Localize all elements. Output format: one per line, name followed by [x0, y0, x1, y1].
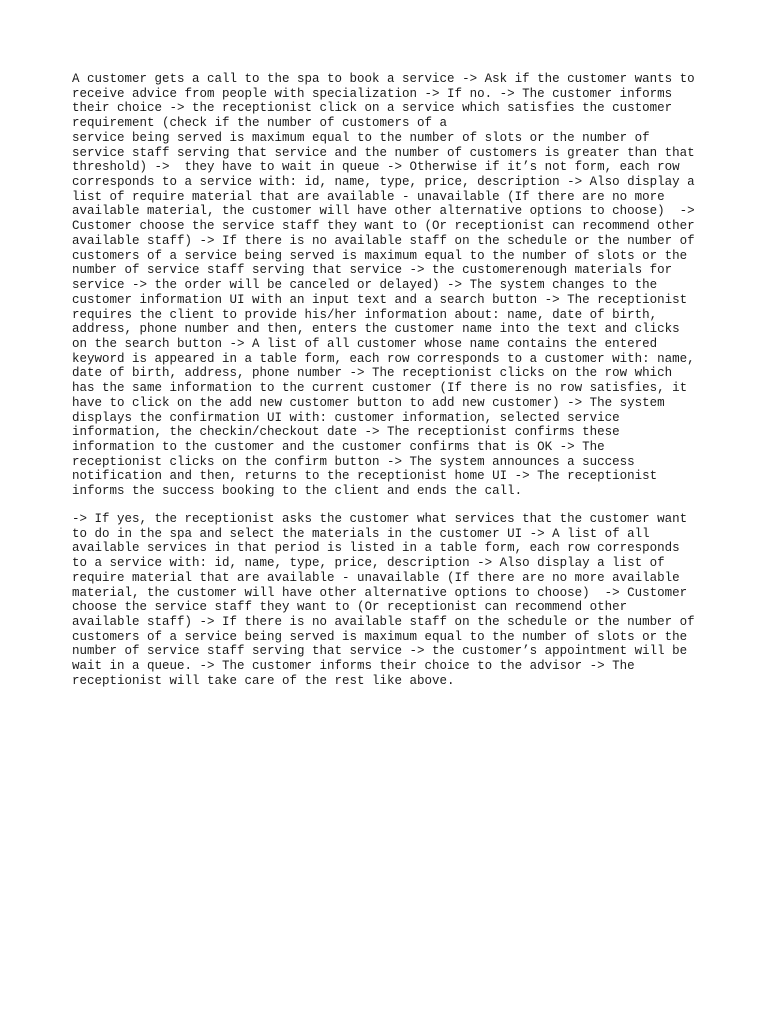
paragraph-advice-flow: -> If yes, the receptionist asks the customer what services that the customer want to do in the spa and select the materials in the customer UI -> A list of all available services in that period is listed in a table form, each row corresponds to a service with: id, name, type, price, description -> Also display a list of require material that are available - unavailable (If there are no more available material, the customer will have other alternative options to choose) -> Customer choose the service staff they want to (Or receptionist can recommend other available staff) -> If there is no available staff on the schedule or the number of customers of a service being served is maximum equal to the number of slots or the number of service staff serving that service -> the customer’s appointment will be wait in a queue. -> The customer informs their choice to the advisor -> The receptionist will take care of the rest like above.	[72, 512, 695, 688]
paragraph-no-advice-flow: A customer gets a call to the spa to book a service -> Ask if the customer wants to receive advice from people with specialization -> If no. -> The customer informs their choice -> the receptionist click on a service which satisfies the customer requirement (check if the number of customers of a service being served is maximum equal to the number of slots or the number of service staff serving that service and the number of customers is greater than that threshold) -> they have to wait in queue -> Otherwise if it’s not form, each row corresponds to a service with: id, name, type, price, description -> Also display a list of require material that are available - unavailable (If there are no more available material, the customer will have other alternative options to choose) -> Customer choose the service staff they want to (Or receptionist can recommend other available staff) -> If there is no available staff on the schedule or the number of customers of a service being served is maximum equal to the number of slots or the number of service staff serving that service -> the customerenough materials for service -> the order will be canceled or delayed) -> The system changes to the customer information UI with an input text and a search button -> The receptionist requires the client to provide his/her information about: name, date of birth, address, phone number and then, enters the customer name into the text and clicks on the search button -> A list of all customer whose name contains the entered keyword is appeared in a table form, each row corresponds to a customer with: name, date of birth, address, phone number -> The receptionist clicks on the row which has the same information to the current customer (If there is no row satisfies, it have to click on the add new customer button to add new customer) -> The system displays the confirmation UI with: customer information, selected service information, the checkin/checkout date -> The receptionist confirms these information to the customer and the customer confirms that is OK -> The receptionist clicks on the confirm button -> The system announces a success notification and then, returns to the receptionist home UI -> The receptionist informs the success booking to the client and ends the call.	[72, 72, 695, 499]
